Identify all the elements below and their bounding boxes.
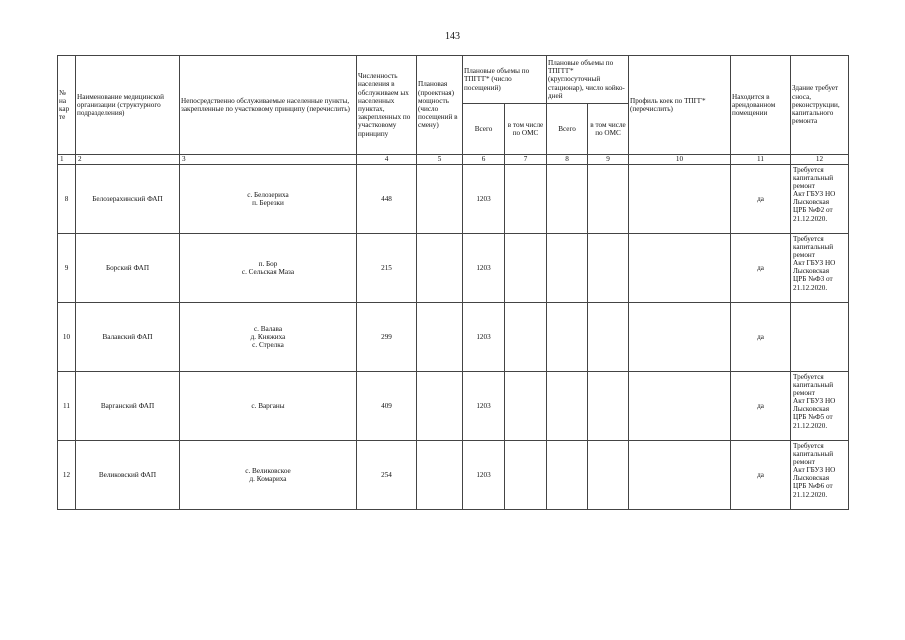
header-col8-9: Плановые объемы по ТПГГГ* (круглосуточный стационар), число койко-дней (547, 56, 629, 104)
visits-total: 1203 (463, 165, 505, 234)
population: 448 (357, 165, 417, 234)
planned-capacity (417, 372, 463, 441)
facilities-table (57, 55, 849, 510)
renovation-remark-line: Требуется (793, 442, 824, 450)
column-numbers-row (58, 155, 849, 165)
visits-total: 1203 (463, 372, 505, 441)
header-col8: Всего (547, 104, 588, 155)
table-row (58, 372, 849, 441)
col-number: 9 (588, 155, 629, 165)
renovation-remark-line: ЦРБ №Ф5 от (793, 413, 833, 422)
bed-days-oms (588, 165, 629, 234)
served-places (180, 234, 357, 303)
planned-capacity (417, 441, 463, 510)
col-number: 12 (791, 155, 849, 165)
served-places-line: с. Великовское (245, 466, 291, 475)
col-number: 11 (731, 155, 791, 165)
visits-total: 1203 (463, 234, 505, 303)
table-row (58, 303, 849, 372)
renovation-remark-line: ЦРБ №Ф3 от (793, 275, 833, 284)
renovation-remark-line: 21.12.2020. (793, 490, 828, 499)
facility-name: Белозерахинский ФАП (76, 165, 180, 234)
visits-oms (505, 372, 547, 441)
bed-days-total (547, 165, 588, 234)
renovation-remark-line: Акт ГБУЗ НО (793, 259, 836, 268)
served-places-line: п. Березки (252, 199, 284, 207)
renovation-remark-line: Требуется (793, 235, 824, 243)
visits-oms (505, 234, 547, 303)
header-col6: Всего (463, 104, 505, 155)
col-number: 3 (180, 155, 357, 165)
row-number: 8 (58, 165, 76, 234)
served-places (180, 372, 357, 441)
renovation-remark-line: капитальный (793, 243, 834, 252)
bed-profile (629, 303, 731, 372)
renovation-remark (791, 234, 849, 303)
facility-name: Валавский ФАП (76, 303, 180, 372)
header-col6-7: Плановые объемы по ТПГГГ* (число посещений) (463, 56, 547, 104)
visits-oms (505, 441, 547, 510)
table-row (58, 165, 849, 234)
col-number: 4 (357, 155, 417, 165)
bed-days-oms (588, 441, 629, 510)
served-places (180, 441, 357, 510)
header-col1: № на кар те (58, 56, 76, 155)
bed-profile (629, 234, 731, 303)
bed-profile (629, 165, 731, 234)
renovation-remark-line: Акт ГБУЗ НО (793, 190, 836, 199)
renovation-remark-line: 21.12.2020. (793, 421, 828, 430)
renovation-remark-line: ремонт (793, 182, 815, 191)
bed-days-oms (588, 303, 629, 372)
header-col5: Плановая (проектная) мощность (число посещений в смену) (417, 56, 463, 155)
bed-days-total (547, 303, 588, 372)
bed-days-total (547, 234, 588, 303)
renovation-remark-line: ремонт (793, 458, 815, 467)
renovation-remark (791, 303, 849, 372)
renovation-remark-line: Акт ГБУЗ НО (793, 397, 836, 406)
served-places-line: с. Стрелка (252, 341, 284, 350)
rented-premises: да (731, 441, 791, 510)
renovation-remark-line: ЦРБ №Ф6 от (793, 482, 833, 491)
served-places-line: с. Валава (253, 324, 283, 333)
renovation-remark-line: ремонт (793, 389, 815, 398)
rented-premises: да (731, 372, 791, 441)
served-places-line: д. Княжиха (250, 332, 286, 341)
renovation-remark-line: Акт ГБУЗ НО (793, 466, 836, 475)
served-places (180, 165, 357, 234)
header-col12: Здание требует сноса, реконструкции, капитального ремонта (791, 56, 849, 155)
served-places-line: с. Белозериха (247, 190, 289, 199)
planned-capacity (417, 165, 463, 234)
header-col4: Численность населения в обслуживаем ых населенных пунктах, закрепленных по участковому принципу (357, 56, 417, 155)
col-number: 8 (547, 155, 588, 165)
served-places-line: д. Комариха (249, 475, 287, 483)
facility-name: Варганский ФАП (76, 372, 180, 441)
population: 299 (357, 303, 417, 372)
renovation-remark (791, 165, 849, 234)
served-places (180, 303, 357, 372)
row-number: 11 (58, 372, 76, 441)
population: 215 (357, 234, 417, 303)
planned-capacity (417, 234, 463, 303)
bed-days-total (547, 441, 588, 510)
header-col7: в том числе по ОМС (505, 104, 547, 155)
visits-oms (505, 303, 547, 372)
renovation-remark-line: Требуется (793, 166, 824, 174)
renovation-remark (791, 441, 849, 510)
renovation-remark-line: 21.12.2020. (793, 214, 828, 223)
rented-premises: да (731, 234, 791, 303)
bed-days-oms (588, 234, 629, 303)
col-number: 10 (629, 155, 731, 165)
header-col11: Находится в арендованном помещении (731, 56, 791, 155)
col-number: 5 (417, 155, 463, 165)
table-row (58, 234, 849, 303)
facility-name: Великовский ФАП (76, 441, 180, 510)
visits-total: 1203 (463, 303, 505, 372)
renovation-remark-line: капитальный (793, 174, 834, 183)
renovation-remark-line: Требуется (793, 373, 824, 381)
row-number: 10 (58, 303, 76, 372)
renovation-remark-line: капитальный (793, 450, 834, 459)
renovation-remark-line: ремонт (793, 251, 815, 260)
renovation-remark-line: Лысковская (793, 474, 830, 483)
facility-name: Борский ФАП (76, 234, 180, 303)
bed-profile (629, 441, 731, 510)
table-row (58, 441, 849, 510)
bed-days-total (547, 372, 588, 441)
served-places-line: п. Бор (258, 259, 278, 268)
renovation-remark-line: Лысковская (793, 405, 830, 414)
visits-total: 1203 (463, 441, 505, 510)
col-number: 7 (505, 155, 547, 165)
renovation-remark-line: Лысковская (793, 267, 830, 276)
renovation-remark-line: 21.12.2020. (793, 283, 828, 292)
renovation-remark-line: ЦРБ №Ф2 от (793, 206, 833, 215)
visits-oms (505, 165, 547, 234)
data-rows (58, 165, 849, 510)
row-number: 9 (58, 234, 76, 303)
header-col2: Наименование медицинской организации (структурного подразделения) (76, 56, 180, 155)
rented-premises: да (731, 165, 791, 234)
served-places-line: с. Варганы (251, 401, 285, 410)
renovation-remark (791, 372, 849, 441)
bed-profile (629, 372, 731, 441)
rented-premises: да (731, 303, 791, 372)
page-number: 143 (445, 31, 460, 42)
population: 254 (357, 441, 417, 510)
header-col10: Профиль коек по ТПГГ* (перечислить) (629, 56, 731, 155)
col-number: 1 (58, 155, 76, 165)
col-number: 6 (463, 155, 505, 165)
bed-days-oms (588, 372, 629, 441)
population: 409 (357, 372, 417, 441)
renovation-remark-line: Лысковская (793, 198, 830, 207)
planned-capacity (417, 303, 463, 372)
col-number: 2 (76, 155, 180, 165)
header-col3: Непосредственно обслуживаемые населенные пункты, закрепленные по участковому принципу (перечислить) (180, 56, 357, 155)
row-number: 12 (58, 441, 76, 510)
served-places-line: с. Сельская Маза (241, 268, 295, 276)
header-col9: в том числе по ОМС (588, 104, 629, 155)
renovation-remark-line: капитальный (793, 381, 834, 390)
